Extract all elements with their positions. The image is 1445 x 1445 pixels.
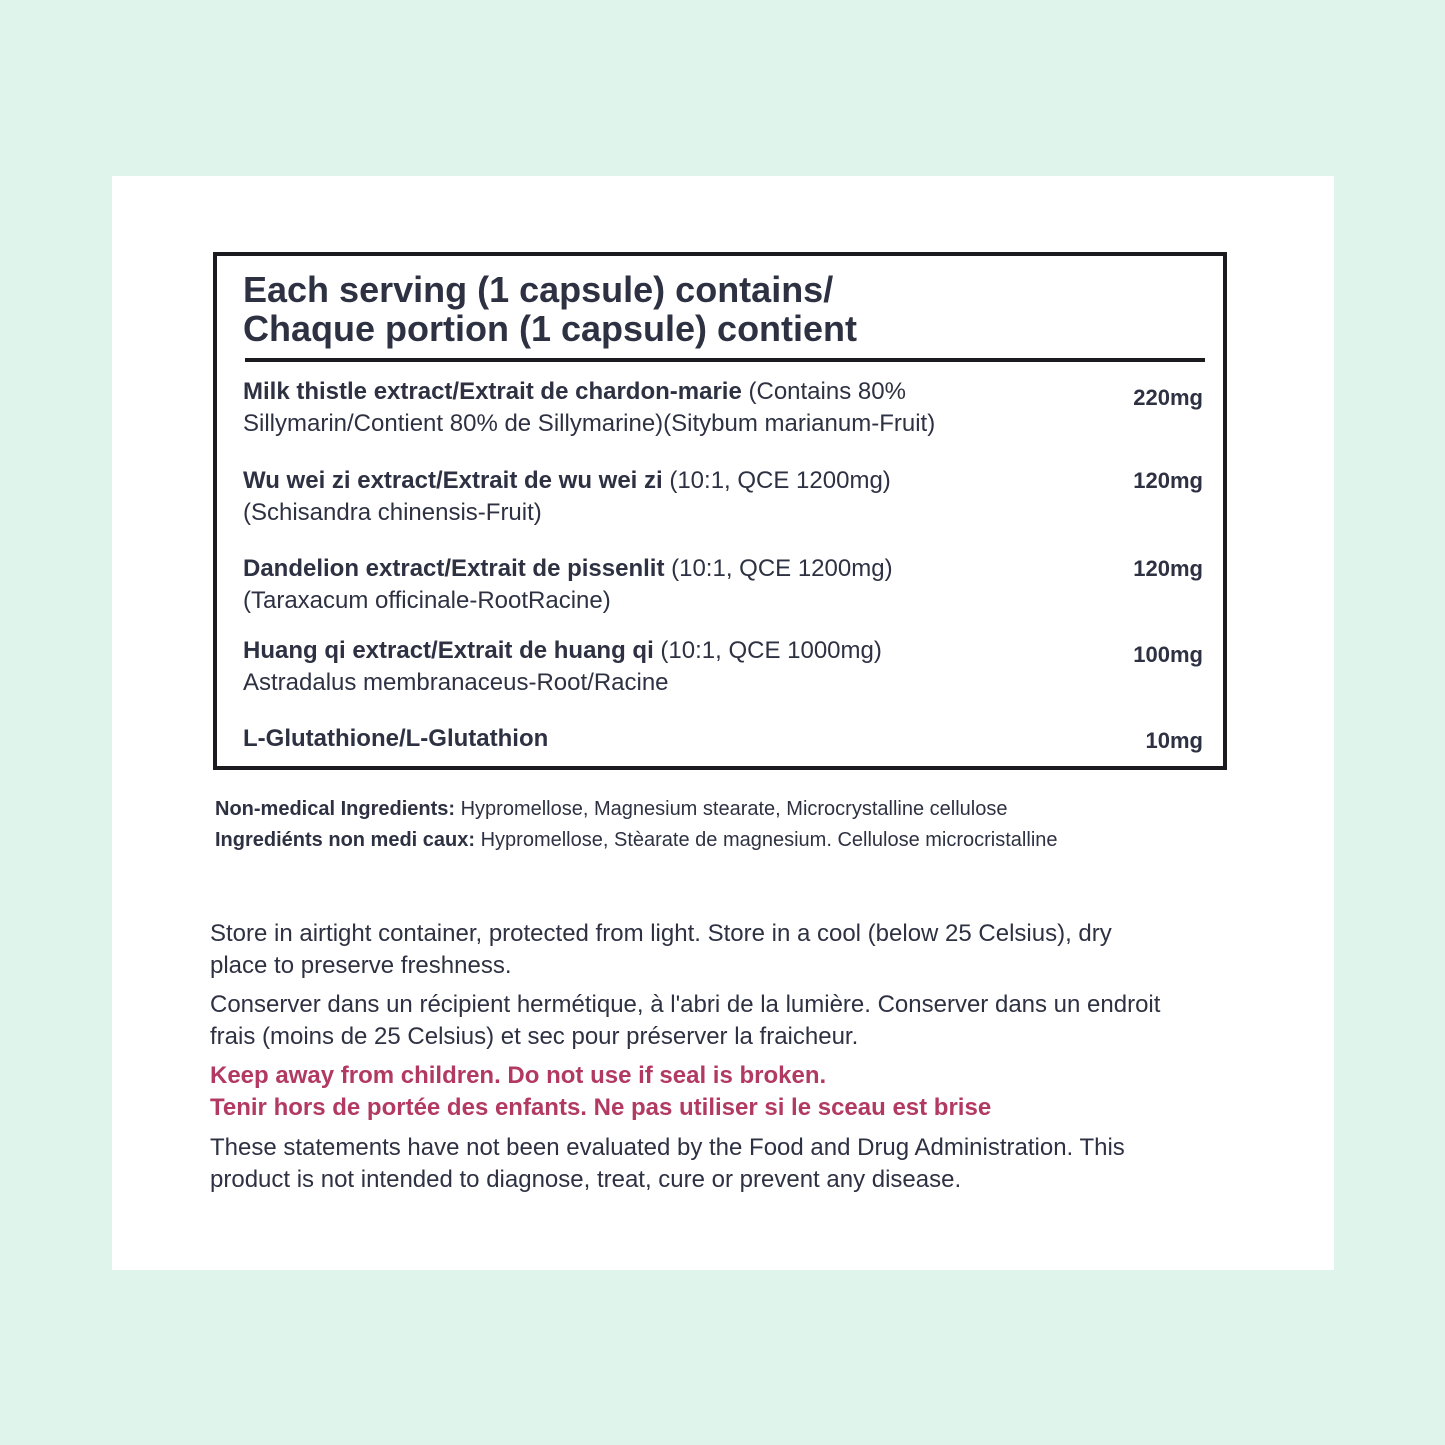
storage-french-line-2: frais (moins de 25 Celsius) et sec pour préserver la fraicheur. bbox=[210, 1023, 859, 1050]
non-medical-label-french: Ingrediénts non medi caux: bbox=[215, 829, 476, 851]
ingredient-detail: (10:1, QCE 1200mg) bbox=[664, 555, 893, 582]
ingredient-amount: 120mg bbox=[1133, 468, 1203, 493]
ingredient-line-1 bbox=[243, 376, 1043, 408]
ingredient-description bbox=[243, 635, 1043, 699]
ingredient-row-huang-qi bbox=[243, 635, 1203, 705]
ingredient-name: Milk thistle extract/Extrait de chardon-marie bbox=[243, 378, 742, 405]
ingredient-name: L-Glutathione/L-Glutathion bbox=[243, 725, 549, 752]
ingredient-detail: (Contains 80% bbox=[741, 378, 906, 405]
non-medical-french bbox=[215, 825, 1295, 856]
fda-disclaimer bbox=[210, 1132, 1270, 1196]
ingredient-name: Huang qi extract/Extrait de huang qi bbox=[243, 637, 654, 664]
ingredient-line-2: (Taraxacum officinale-RootRacine) bbox=[243, 587, 611, 614]
ingredient-description bbox=[243, 553, 1043, 617]
storage-english-line-1: Store in airtight container, protected from light. Store in a cool (below 25 Celsius), dry bbox=[210, 920, 1112, 947]
label-card bbox=[112, 176, 1334, 1270]
ingredient-amount: 100mg bbox=[1133, 642, 1203, 667]
disclaimer-line-1: These statements have not been evaluated by the Food and Drug Administration. This bbox=[210, 1134, 1125, 1161]
ingredient-description bbox=[243, 465, 1043, 529]
non-medical-value-english: Hypromellose, Magnesium stearate, Microcrystalline cellulose bbox=[455, 798, 1008, 820]
ingredient-line-1 bbox=[243, 635, 1043, 667]
non-medical-ingredients bbox=[215, 794, 1295, 856]
ingredient-line-2: Sillymarin/Contient 80% de Sillymarine)(Sitybum marianum-Fruit) bbox=[243, 410, 936, 437]
warning-french: Tenir hors de portée des enfants. Ne pas utiliser si le sceau est brise bbox=[210, 1094, 992, 1121]
ingredient-row-milk-thistle bbox=[243, 376, 1203, 446]
non-medical-label-english: Non-medical Ingredients: bbox=[215, 798, 456, 820]
non-medical-value-french: Hypromellose, Stèarate de magnesium. Cellulose microcristalline bbox=[475, 829, 1058, 851]
ingredient-amount: 220mg bbox=[1133, 385, 1203, 410]
ingredient-line-1 bbox=[243, 553, 1043, 585]
ingredient-row-wu-wei-zi bbox=[243, 465, 1203, 535]
supplement-facts-box bbox=[213, 252, 1227, 770]
ingredient-line-1 bbox=[243, 465, 1043, 497]
storage-english-line-2: place to preserve freshness. bbox=[210, 952, 512, 979]
ingredient-name: Dandelion extract/Extrait de pissenlit bbox=[243, 555, 665, 582]
ingredient-description bbox=[243, 376, 1043, 440]
ingredient-detail: (10:1, QCE 1200mg) bbox=[662, 467, 891, 494]
ingredient-description bbox=[243, 723, 1043, 755]
ingredient-row-dandelion bbox=[243, 553, 1203, 623]
non-medical-english bbox=[215, 794, 1295, 825]
facts-title-english: Each serving (1 capsule) contains/ bbox=[243, 269, 834, 310]
ingredient-line-2: (Schisandra chinensis-Fruit) bbox=[243, 499, 542, 526]
storage-french bbox=[210, 989, 1270, 1053]
child-safety-warning bbox=[210, 1060, 1270, 1124]
ingredient-amount: 10mg bbox=[1145, 728, 1203, 753]
ingredient-line-2: Astradalus membranaceus-Root/Racine bbox=[243, 669, 669, 696]
ingredient-detail: (10:1, QCE 1000mg) bbox=[653, 637, 882, 664]
ingredient-row-glutathione bbox=[243, 723, 1203, 759]
ingredient-amount: 120mg bbox=[1133, 556, 1203, 581]
warning-english: Keep away from children. Do not use if seal is broken. bbox=[210, 1062, 827, 1089]
disclaimer-line-2: product is not intended to diagnose, treat, cure or prevent any disease. bbox=[210, 1166, 962, 1193]
facts-title bbox=[243, 270, 1183, 348]
facts-title-french: Chaque portion (1 capsule) contient bbox=[243, 308, 858, 349]
ingredient-line-1 bbox=[243, 723, 1043, 755]
ingredient-name: Wu wei zi extract/Extrait de wu wei zi bbox=[243, 467, 663, 494]
title-divider bbox=[245, 358, 1205, 362]
storage-english bbox=[210, 918, 1270, 982]
storage-french-line-1: Conserver dans un récipient hermétique, à l'abri de la lumière. Conserver dans un endroit bbox=[210, 991, 1161, 1018]
